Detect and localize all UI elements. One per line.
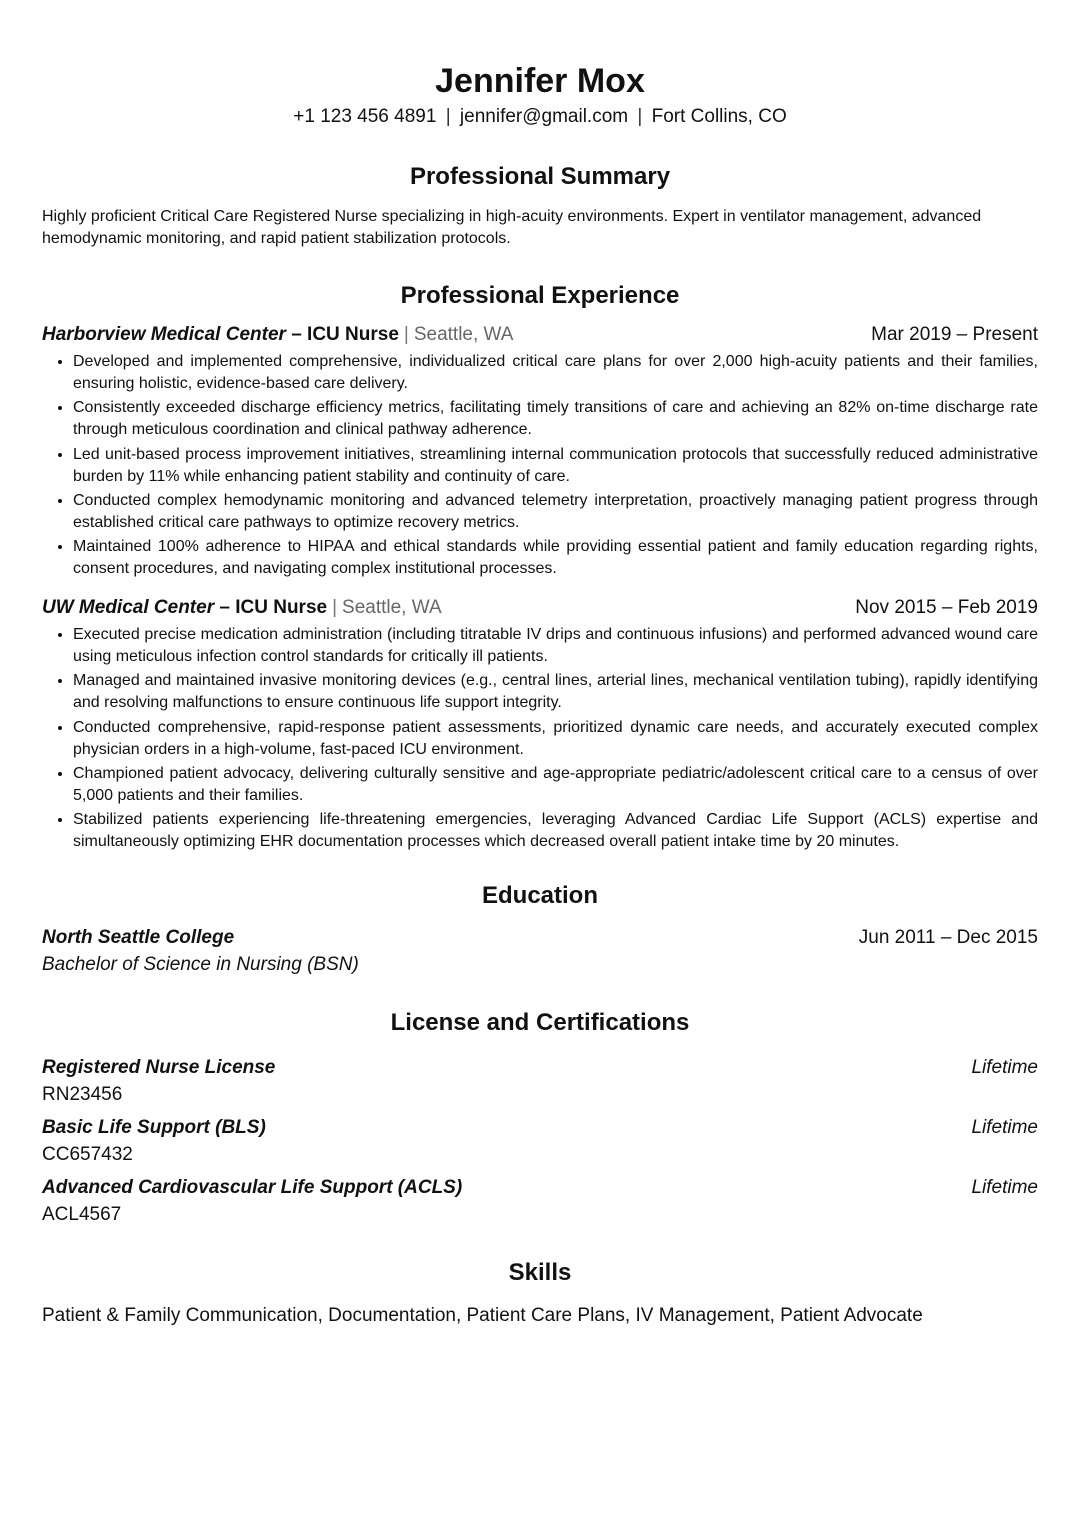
- license-number: CC657432: [42, 1144, 133, 1166]
- license-term: Lifetime: [971, 1117, 1038, 1139]
- job-bullet: • Conducted comprehensive, rapid-response patient assessments, prioritized dynamic care needs, and accurately executed complex physician orders in a high-volume, fast-paced ICU environment.: [73, 717, 1038, 761]
- license-item: [42, 1174, 1038, 1228]
- job-header: [42, 323, 1038, 347]
- job-role: ICU Nurse: [307, 324, 399, 345]
- job-bullet: • Managed and maintained invasive monitoring devices (e.g., central lines, arterial lines, mechanical ventilation tubing), rapidly identifying and resolving malfunctions to ensure continuous life support integrity.: [73, 670, 1038, 714]
- license-term: Lifetime: [971, 1057, 1038, 1079]
- job-dates: Mar 2019 – Present: [871, 324, 1038, 345]
- license-name: Registered Nurse License: [42, 1057, 276, 1079]
- contact-separator: |: [445, 106, 451, 127]
- summary-heading: Professional Summary: [409, 163, 671, 190]
- job-header: [42, 596, 1038, 620]
- education-dates: Jun 2011 – Dec 2015: [858, 927, 1038, 949]
- summary-text: Highly proficient Critical Care Registered Nurse specializing in high-acuity environments. Expert in ventilator management, advanced hemodynamic monitoring, and rapid patient stabilization protocols.: [42, 208, 982, 247]
- contact-separator: |: [637, 106, 643, 127]
- license-name: Advanced Cardiovascular Life Support (ACLS): [42, 1177, 463, 1199]
- home-location: Fort Collins, CO: [651, 106, 787, 127]
- job-entry: [42, 323, 1038, 580]
- employer-name: UW Medical Center: [42, 597, 215, 619]
- institution-name: North Seattle College: [42, 927, 235, 949]
- skills-list: Patient & Family Communication, Documentation, Patient Care Plans, IV Management, Patient Advocate: [42, 1305, 923, 1327]
- contact-line: [42, 104, 1038, 130]
- job-bullet: • Conducted complex hemodynamic monitoring and advanced telemetry interpretation, proactively managing patient progress through established critical care pathways to optimize recovery metrics.: [73, 490, 1038, 534]
- license-term: Lifetime: [971, 1177, 1038, 1199]
- job-bullet: • Consistently exceeded discharge efficiency metrics, facilitating timely transitions of care and achieving an 82% on-time discharge rate through meticulous coordination and clinical pathway adherence.: [73, 397, 1038, 441]
- job-bullet: • Led unit-based process improvement initiatives, streamlining internal communication protocols that successfully reduced administrative burden by 11% while enhancing patient stability and continuity of care.: [73, 444, 1038, 488]
- job-title-line: [42, 596, 442, 620]
- license-number: ACL4567: [42, 1204, 122, 1226]
- phone-number: +1 123 456 4891: [293, 106, 437, 127]
- degree-name: Bachelor of Science in Nursing (BSN): [42, 954, 359, 976]
- job-bullets: [42, 351, 1038, 580]
- title-dash: –: [285, 324, 308, 345]
- license-header: [42, 1174, 1038, 1201]
- job-bullet: • Maintained 100% adherence to HIPAA and ethical standards while providing essential patient and family education regarding rights, consent procedures, and navigating complex institutional processes.: [73, 536, 1038, 580]
- license-header: [42, 1054, 1038, 1081]
- job-title-line: [42, 323, 513, 347]
- candidate-name: Jennifer Mox: [435, 62, 645, 100]
- job-location: Seattle, WA: [413, 324, 514, 345]
- email-address: jennifer@gmail.com: [459, 106, 629, 127]
- location-separator: |: [403, 324, 409, 345]
- license-number: RN23456: [42, 1084, 123, 1106]
- license-item: [42, 1114, 1038, 1168]
- experience-heading: Professional Experience: [400, 282, 680, 309]
- job-role: ICU Nurse: [235, 597, 328, 619]
- licenses-heading: License and Certifications: [390, 1009, 690, 1037]
- employer-name: Harborview Medical Center: [42, 324, 286, 345]
- job-bullet: • Executed precise medication administration (including titratable IV drips and continuous infusions) and performed advanced wound care using meticulous infection control standards for critically ill patients.: [73, 624, 1038, 668]
- license-list: [42, 1054, 1038, 1228]
- skills-heading: Skills: [508, 1259, 572, 1287]
- job-bullets: [42, 624, 1038, 853]
- education-heading: Education: [481, 882, 598, 910]
- job-bullet: • Developed and implemented comprehensive, individualized critical care plans for over 2,000 high-acuity patients and their families, ensuring holistic, evidence-based care delivery.: [73, 351, 1038, 395]
- license-name: Basic Life Support (BLS): [42, 1117, 266, 1139]
- job-dates: Nov 2015 – Feb 2019: [855, 597, 1038, 619]
- job-location: Seattle, WA: [342, 597, 442, 619]
- license-header: [42, 1114, 1038, 1141]
- education-header: [42, 925, 1038, 951]
- license-item: [42, 1054, 1038, 1108]
- education-entry: [42, 925, 1038, 978]
- job-entry: [42, 596, 1038, 853]
- title-dash: –: [214, 597, 236, 619]
- job-bullet: • Championed patient advocacy, delivering culturally sensitive and age-appropriate pediatric/adolescent critical care to a census of over 5,000 patients and their families.: [73, 763, 1038, 807]
- job-bullet: • Stabilized patients experiencing life-threatening emergencies, leveraging Advanced Cardiac Life Support (ACLS) expertise and simultaneously optimizing EHR documentation processes which decreased overall patient intake time by 20 minutes.: [73, 809, 1038, 853]
- location-separator: |: [332, 597, 338, 619]
